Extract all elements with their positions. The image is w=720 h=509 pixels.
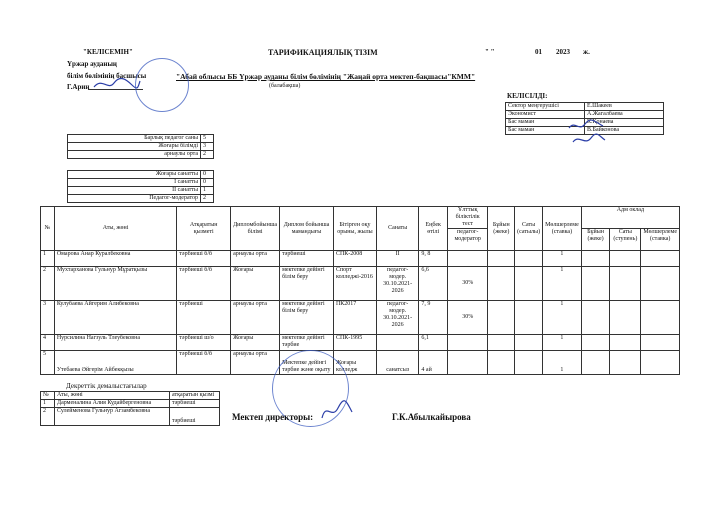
page-title: ТАРИФИКАЦИЯЛЫҚ ТІЗІМ [268,48,378,57]
summary-label: арнаулы орта [68,151,201,159]
leave-col-no: № [41,392,55,400]
col-hours: Саты (сатылы) [515,207,543,251]
leave-cell-name: Дарменалина Алия Кудайбергеновна [55,400,170,408]
director-signature [318,398,358,424]
table-row [41,335,680,351]
approval-name: К.Қонаева [585,119,664,127]
date-suffix: ж. [583,48,590,56]
cell-spec: Мектепке дейінгі тәрбие және оқыту [280,351,334,375]
summary-table-2 [67,170,214,203]
cell-name: Нурсилина Нагзуль Тлеубековна [54,335,176,351]
cell-rate: 1 [543,335,582,351]
summary-label: II санатты [68,187,201,195]
cell-qual: 30% [447,267,487,301]
summary-row [68,135,214,143]
cell-spec: тәрбиеші [280,251,334,267]
cell-spec: мектепке дейінгі білім беру [280,267,334,301]
summary-value: 2 [201,195,214,203]
col-no: № [41,207,55,251]
cell-s-rate [641,251,680,267]
leave-title: Декреттік демалыстағылар [66,382,147,390]
date-month: 01 [535,48,542,56]
cell-no: 1 [41,251,55,267]
cell-grad: ПК2017 [333,301,376,335]
cell-hours [515,301,543,335]
cell-edu: арнаулы орта [231,351,280,375]
table-row [41,351,680,375]
dept-head-label: білім бөлімінің басшысы [67,72,147,80]
leave-table [40,391,220,426]
summary-value: 0 [201,179,214,187]
approval-signatures [565,118,610,148]
col-s-rate: Мөлшерлеме (ставка) [641,229,680,251]
col-position: Атқаратын қызметі [177,207,231,251]
cell-qual [447,251,487,267]
leave-cell-name: Сулейменова Гульнур Агзамбековна [55,408,170,426]
leave-cell-position: тәрбиеші [170,400,220,408]
cell-experience: 6,1 [419,335,448,351]
agreed-left-label: "КЕЛІСЕМІН" [83,48,133,56]
summary-label: Барлық педагог саны [68,135,201,143]
leave-cell-position: тәрбиеші [170,408,220,426]
cell-category: санатсыз [376,351,419,375]
cell-hours [515,351,543,375]
leave-col-name: Аты, жөні [55,392,170,400]
table-row [41,301,680,335]
cell-name: Утебаева Әйгерім Айбекқызы [54,351,176,375]
org-subtitle: (балабақша) [269,83,301,89]
cell-hours [515,335,543,351]
header-row [41,207,680,229]
summary-row [68,195,214,203]
date-year: 2023 [556,48,570,56]
cell-days [488,267,515,301]
approval-role: Экономист [506,111,585,119]
col-category: Санаты [376,207,419,251]
cell-s-hours [610,267,641,301]
summary-table-1 [67,134,214,159]
approval-role: Бас маман [506,127,585,135]
leave-cell-no: 2 [41,408,55,426]
col-s-hours: Саты (ступень) [610,229,641,251]
cell-s-hours [610,335,641,351]
cell-rate: 1 [543,251,582,267]
summary-row [68,151,214,159]
approval-role: Бас маман [506,119,585,127]
table-row [41,267,680,301]
cell-s-days [581,267,610,301]
cell-qual [447,351,487,375]
cell-edu: арнаулы орта [231,251,280,267]
cell-days [488,251,515,267]
cell-edu: Жоғары [231,335,280,351]
cell-s-rate [641,335,680,351]
cell-rate: 1 [543,267,582,301]
cell-s-hours [610,301,641,335]
summary-label: Жоғары санатты [68,171,201,179]
summary-label: I санатты [68,179,201,187]
summary-value: 3 [201,143,214,151]
cell-hours [515,251,543,267]
summary-label: Педагог-модератор [68,195,201,203]
approval-name: В.Байконова [585,127,664,135]
cell-hours [515,267,543,301]
cell-s-hours [610,351,641,375]
cell-rate: 1 [543,351,582,375]
summary-row [68,187,214,195]
col-days: Бұйын (жеке) [488,207,515,251]
summary-row [68,143,214,151]
cell-position: тәрбиеші ш/о [177,335,231,351]
summary-label: Жоғары білімді [68,143,201,151]
leave-row [41,400,220,408]
col-s-days: Бұйын (жеке) [581,229,610,251]
col-salary: Адм оклад [581,207,679,229]
cell-position: тәрбиеші б/б [177,351,231,375]
cell-edu: Жоғары [231,267,280,301]
cell-category [376,335,419,351]
cell-no: 3 [41,301,55,335]
summary-row [68,179,214,187]
cell-s-days [581,251,610,267]
summary-value: 1 [201,187,214,195]
table-row [41,251,680,267]
cell-position: тәрбиеші б/б [177,251,231,267]
cell-s-days [581,301,610,335]
leave-header-row [41,392,220,400]
cell-days [488,335,515,351]
stamp-icon [135,58,189,112]
cell-s-days [581,351,610,375]
cell-qual [447,335,487,351]
col-qual-sub: педагог-модератор [447,229,487,251]
summary-value: 2 [201,151,214,159]
cell-name: Омарова Анар Куралбековна [54,251,176,267]
cell-name: Мухтарханова Гульнур Мұратқызы [54,267,176,301]
approval-name: А.Жагалбаева [585,111,664,119]
cell-rate: 1 [543,301,582,335]
leave-col-position: атқаратын қызмі [170,392,220,400]
head-name: Г.Арин [67,83,90,91]
leave-row [41,408,220,426]
agreed-right-label: КЕЛІСІЛДІ: [507,92,548,100]
org-name: "Абай облысы ББ Үржар ауданы білім бөлімінің "Жаңай орта мектеп-бақшасы"КММ" [176,72,476,81]
cell-s-hours [610,251,641,267]
col-graduation: Бітірген оқу орыны, жылы [333,207,376,251]
col-diploma-edu: Дипломбойынша білімі [231,207,280,251]
approval-role: Сектор меңгерушісі [506,103,585,111]
cell-grad: СПК-1995 [333,335,376,351]
col-qual-test: Ұлттық біліктілік тест [447,207,487,229]
cell-no: 2 [41,267,55,301]
cell-no: 4 [41,335,55,351]
cell-no: 5 [41,351,55,375]
cell-spec: мектепке дейінгі білім беру [280,301,334,335]
cell-days [488,301,515,335]
cell-name: Кулубаева Айгерим Алибековна [54,301,176,335]
summary-value: 5 [201,135,214,143]
cell-experience: 9, 8 [419,251,448,267]
cell-category: педагог-модер. 30.10.2021-2026 [376,267,419,301]
cell-qual: 30% [447,301,487,335]
district-label: Үржар ауданың [67,60,117,68]
cell-position: тәрбиеші б/б [177,267,231,301]
col-diploma-spec: Диплом бойынша мамандығы [280,207,334,251]
cell-experience: 7, 9 [419,301,448,335]
cell-category: педагог-модер. 30.10.2021-2026 [376,301,419,335]
cell-grad: Жоғары колледж [333,351,376,375]
col-name: Аты, жөні [54,207,176,251]
cell-category: II [376,251,419,267]
director-label: Мектеп директоры: [232,412,314,422]
cell-grad: СПК-2008 [333,251,376,267]
cell-s-rate [641,301,680,335]
cell-experience: 6,6 [419,267,448,301]
cell-s-days [581,335,610,351]
col-experience: Еңбек өтілі [419,207,448,251]
tarification-table [40,206,680,375]
approval-row [506,103,664,111]
col-rate: Мөлшерлеме (ставка) [543,207,582,251]
cell-days [488,351,515,375]
cell-s-rate [641,351,680,375]
cell-position: тәрбиеші [177,301,231,335]
cell-edu: арнаулы орта [231,301,280,335]
approval-name: Е.Шакеев [585,103,664,111]
cell-spec: мектепке дейінгі тәрбие [280,335,334,351]
cell-s-rate [641,267,680,301]
date-quote: " " [485,48,495,56]
director-name: Г.К.Абылкайырова [392,412,471,422]
cell-experience: 4 ай [419,351,448,375]
cell-grad: Спорт колледжі-2016 [333,267,376,301]
leave-cell-no: 1 [41,400,55,408]
summary-row [68,171,214,179]
summary-value: 0 [201,171,214,179]
